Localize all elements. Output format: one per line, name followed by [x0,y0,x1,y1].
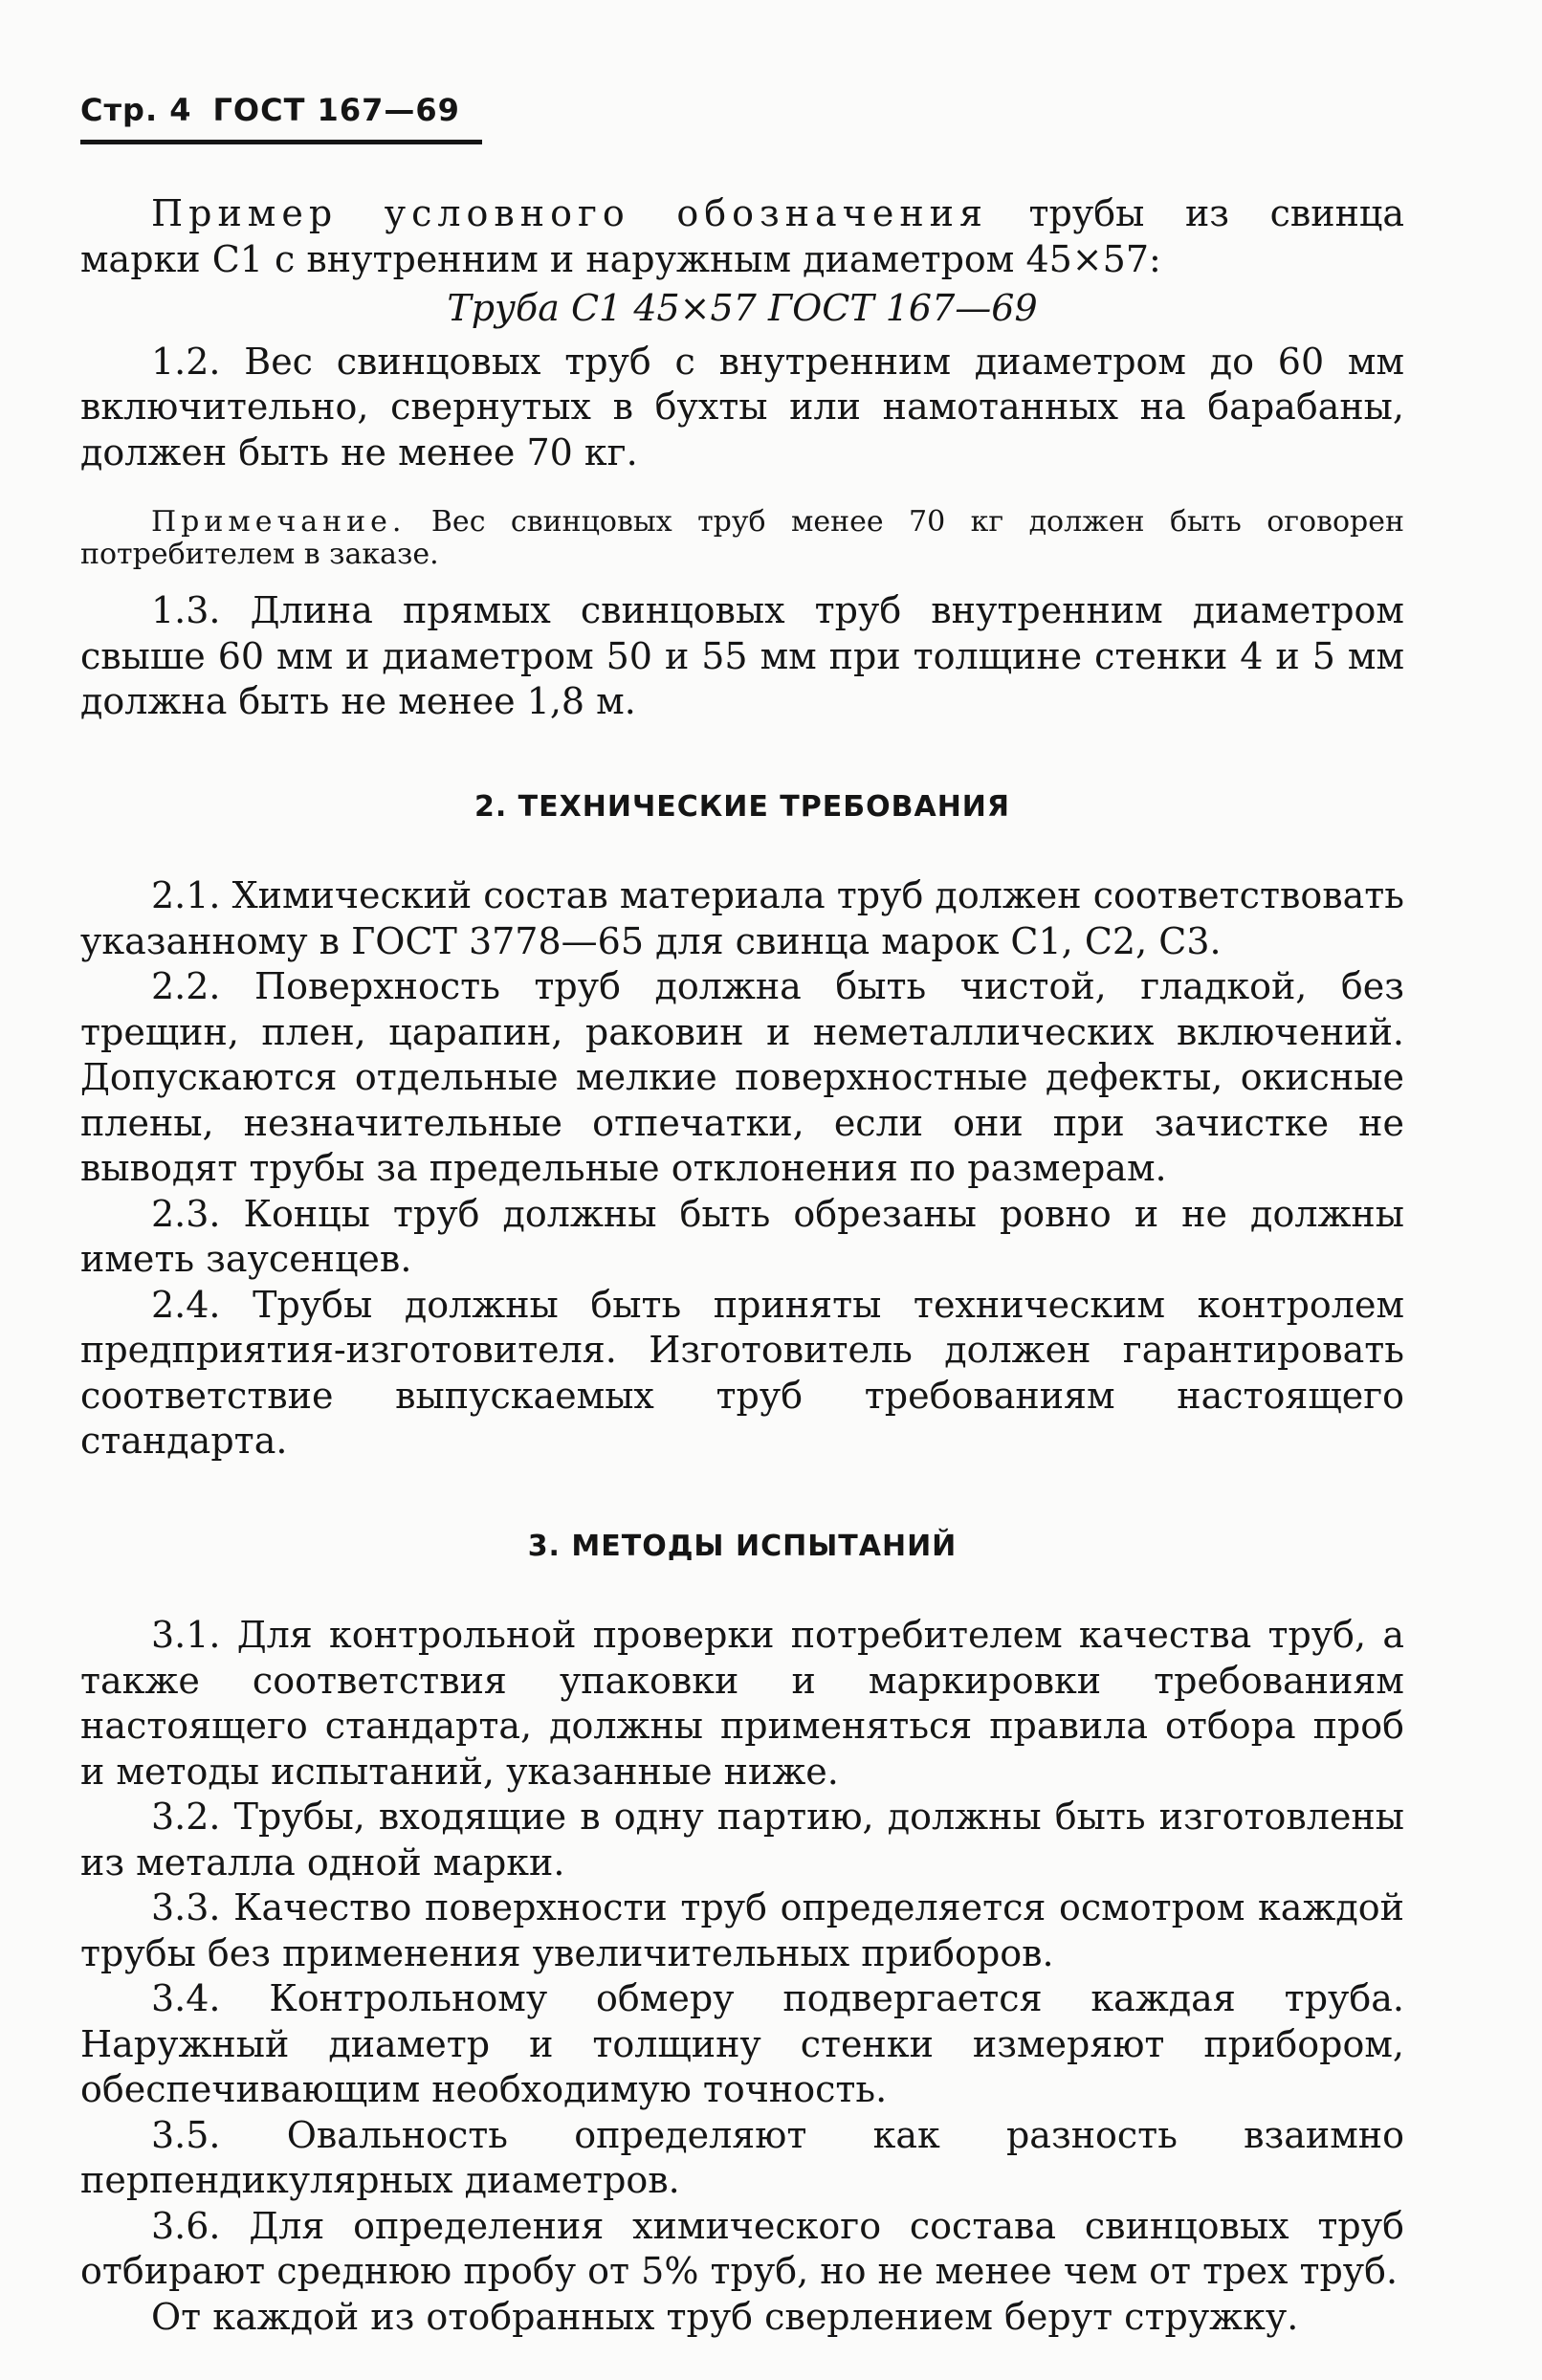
example-lead: Пример условного обозначения [151,192,988,234]
clause-2-4: 2.4. Трубы должны быть приняты техническим контролем предприятия-изготовителя. Изготовитель должен гарантировать соответствие выпускаемых труб требованиям настоящего стандарта. [80,1283,1404,1462]
note [80,506,1404,571]
example-rest: трубы из свинца [987,192,1404,234]
clause-3-1: 3.1. Для контрольной проверки потребителем качества труб, а также соответствия упаковки и маркировки требованиям настоящего стандарта, должны применяться правила отбора проб и методы испытаний, указанные ниже. [80,1614,1404,1793]
clause-2-2: 2.2. Поверхность труб должна быть чистой, гладкой, без трещин, плен, царапин, раковин и неметаллических включений. Допускаются отдельные мелкие поверхностные дефекты, окисные плены, незначительные отпечатки, если они при зачистке не выводят трубы за предельные отклонения по размерам. [80,965,1404,1189]
standard-code: ГОСТ 167—69 [212,92,460,128]
clause-3-5: 3.5. Овальность определяют как разность взаимно перпендикулярных диаметров. [80,2113,1404,2201]
clause-1-2: 1.2. Вес свинцовых труб с внутренним диаметром до 60 мм включительно, свернутых в бухты или намотанных на барабаны, должен быть не менее 70 кг. [80,340,1404,474]
document-body [80,191,1404,2340]
header-rule [80,140,482,144]
clause-3-3: 3.3. Качество поверхности труб определяется осмотром каждой трубы без применения увеличительных приборов. [80,1886,1404,1974]
example-line-1 [80,191,1404,237]
section-2-heading: 2. ТЕХНИЧЕСКИЕ ТРЕБОВАНИЯ [474,789,1011,824]
designation-formula: Труба С1 45×57 ГОСТ 167—69 [447,287,1038,329]
clause-1-3: 1.3. Длина прямых свинцовых труб внутренним диаметром свыше 60 мм и диаметром 50 и 55 мм при толщине стенки 4 и 5 мм должна быть не менее 1,8 м. [80,589,1404,722]
clause-3-6-continuation: От каждой из отобранных труб сверлением берут стружку. [151,2295,1299,2338]
section-3-heading: 3. МЕТОДЫ ИСПЫТАНИЙ [527,1529,958,1563]
clause-2-1: 2.1. Химический состав материала труб должен соответствовать указанному в ГОСТ 3778—65 для свинца марок С1, С2, С3. [80,874,1404,962]
example-line-2: марки С1 с внутренним и наружным диаметром 45×57: [80,237,1161,280]
clause-2-3: 2.3. Концы труб должны быть обрезаны ровно и не должны иметь заусенцев. [80,1192,1404,1280]
note-label: Примечание. [151,505,407,539]
clause-3-2: 3.2. Трубы, входящие в одну партию, должны быть изготовлены из металла одной марки. [80,1796,1404,1884]
note-text: Вес свинцовых труб менее 70 кг должен быть оговорен потребителем в заказе. [80,505,1404,571]
clause-3-6: 3.6. Для определения химического состава свинцовых труб отбирают среднюю пробу от 5% труб, но не менее чем от трех труб. [80,2204,1404,2292]
clause-3-4: 3.4. Контрольному обмеру подвергается каждая труба. Наружный диаметр и толщину стенки измеряют прибором, обеспечивающим необходимую точность. [80,1977,1404,2110]
page-header [80,92,481,128]
page-number: Стр. 4 [80,92,192,128]
